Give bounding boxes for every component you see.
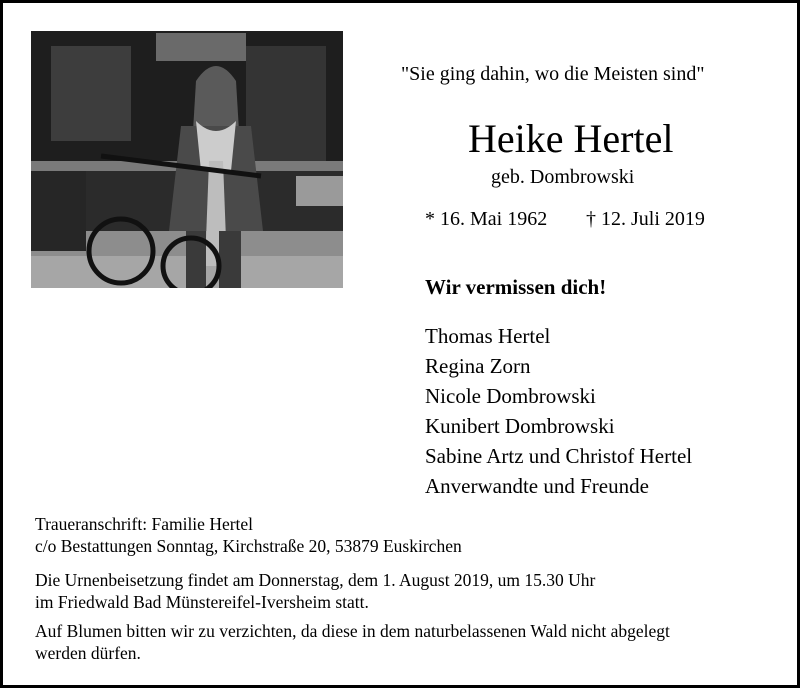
birth-date: * 16. Mai 1962: [425, 208, 548, 230]
burial-line: im Friedwald Bad Münstereifel-Iversheim statt.: [35, 592, 369, 612]
mourner: Regina Zorn: [425, 354, 531, 378]
burial-info: [35, 569, 595, 613]
maiden-name: geb. Dombrowski: [491, 166, 635, 188]
mourning-address: [35, 513, 462, 557]
address-line: c/o Bestattungen Sonntag, Kirchstraße 20, 53879 Euskirchen: [35, 536, 462, 556]
mourner: Kunibert Dombrowski: [425, 414, 615, 438]
mourners-list: [425, 321, 692, 501]
flowers-note: [35, 620, 780, 664]
deceased-name: Heike Hertel: [468, 116, 674, 161]
portrait-photo: [31, 31, 343, 288]
flowers-line: Auf Blumen bitten wir zu verzichten, da diese in dem naturbelassenen Wald nicht abgelegt: [35, 621, 670, 641]
quote: "Sie ging dahin, wo die Meisten sind": [401, 63, 705, 85]
flowers-line: werden dürfen.: [35, 643, 141, 663]
mourner: Sabine Artz und Christof Hertel: [425, 444, 693, 468]
address-line: Traueranschrift: Familie Hertel: [35, 514, 254, 534]
mourner: Thomas Hertel: [425, 324, 551, 348]
subheading: Wir vermissen dich!: [425, 275, 607, 299]
burial-line: Die Urnenbeisetzung findet am Donnerstag, dem 1. August 2019, um 15.30 Uhr: [35, 570, 596, 590]
portrait-image: [31, 31, 343, 288]
mourner: Nicole Dombrowski: [425, 384, 596, 408]
death-date: † 12. Juli 2019: [586, 208, 705, 230]
mourner: Anverwandte und Freunde: [425, 474, 649, 498]
